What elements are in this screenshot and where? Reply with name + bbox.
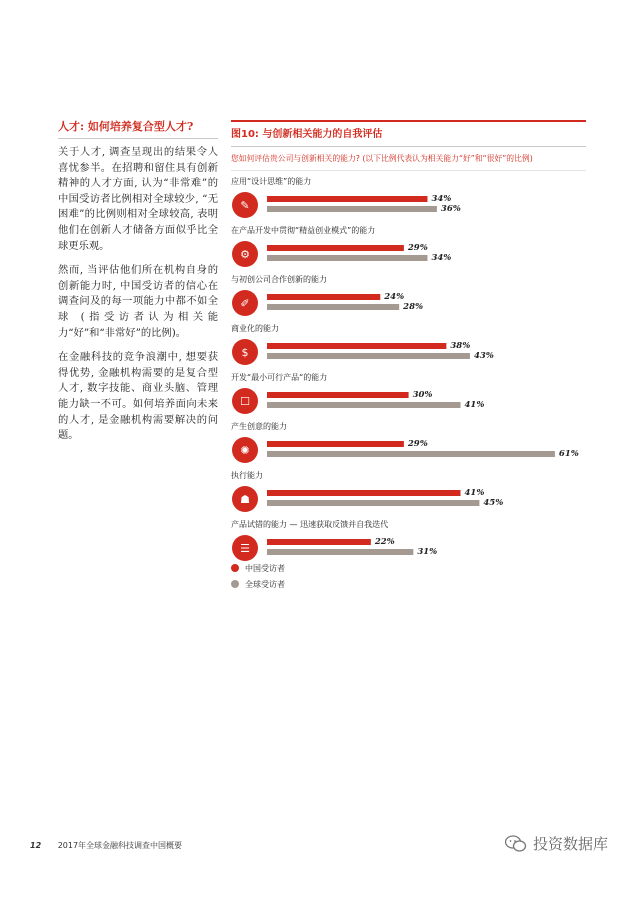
- bar-china: [267, 539, 371, 545]
- value-label-china: 29%: [407, 243, 428, 253]
- value-label-china: 34%: [431, 194, 452, 204]
- category-label: 在产品开发中贯彻“精益创业模式”的能力: [231, 226, 376, 235]
- design-thinking-icon-glyph: ✎: [240, 199, 250, 212]
- category-label: 应用“设计思维”的能力: [231, 177, 312, 186]
- legend-item-china: [231, 560, 285, 576]
- bar-global: [267, 353, 470, 359]
- bar-china: [267, 441, 404, 447]
- page-number: 12: [30, 841, 42, 850]
- bar-global: [267, 451, 555, 457]
- chart-legend: [231, 560, 285, 592]
- category-label: 产品试错的能力 — 迅速获取反馈并自我迭代: [231, 520, 389, 529]
- value-label-china: 30%: [412, 390, 433, 400]
- bar-global: [267, 304, 399, 310]
- article-paragraph-3: 在金融科技的竞争浪潮中, 想要获得优势, 金融机构需要的是复合型人才, 数字技能、商业头脑、管理能力缺一不可。如何培养面向未来的人才, 是金融机构需要解决的问题。: [58, 351, 218, 442]
- execution-icon-glyph: ☗: [240, 493, 250, 506]
- value-label-global: 61%: [558, 449, 579, 459]
- category-label: 产生创意的能力: [231, 422, 287, 431]
- category-label: 开发“最小可行产品“的能力: [231, 373, 328, 382]
- bar-global: [267, 500, 479, 506]
- figure-title: 图10: 与创新相关能力的自我评估: [231, 122, 586, 147]
- category-label: 执行能力: [231, 471, 263, 480]
- value-label-global: 43%: [473, 351, 494, 361]
- value-label-china: 29%: [407, 439, 428, 449]
- bar-china: [267, 343, 446, 349]
- page-footer: [30, 840, 182, 851]
- value-label-global: 45%: [483, 498, 504, 508]
- legend-swatch-china: [231, 564, 239, 572]
- bar-global: [267, 206, 437, 212]
- report-title: 2017年全球金融科技调查中国概要: [57, 841, 183, 850]
- figure-10: [231, 120, 586, 589]
- legend-swatch-global: [231, 580, 239, 588]
- mvp-icon-glyph: ☐: [240, 395, 250, 408]
- article-heading: 人才: 如何培养复合型人才?: [58, 119, 218, 139]
- bar-global: [267, 255, 427, 261]
- article-column: [58, 119, 218, 453]
- category-label: 与初创公司合作创新的能力: [231, 275, 327, 284]
- legend-item-global: [231, 576, 285, 592]
- partnership-icon-glyph: ✐: [240, 297, 250, 310]
- bar-global: [267, 549, 413, 555]
- value-label-china: 22%: [374, 537, 395, 547]
- bar-china: [267, 245, 404, 251]
- value-label-global: 28%: [403, 302, 424, 312]
- article-paragraph-1: 关于人才, 调查呈现出的结果令人喜忧参半。在招聘和留住具有创新精神的人才方面, 认为“非常难”的中国受访者比例相对全球较少, “无困难”的比例则相对全球较高, 表明他们在创新人才储备方面似乎比全球更乐观。: [58, 146, 218, 252]
- watermark-text: 投资数据库: [532, 835, 608, 853]
- value-label-china: 24%: [384, 292, 405, 302]
- legend-label-china: 中国受访者: [245, 563, 285, 573]
- bar-china: [267, 294, 380, 300]
- category-label: 商业化的能力: [231, 324, 279, 333]
- value-label-global: 34%: [431, 253, 452, 263]
- value-label-global: 31%: [417, 547, 438, 557]
- testing-icon-glyph: ☰: [240, 542, 250, 555]
- bar-china: [267, 490, 461, 496]
- article-paragraph-2: 然而, 当评估他们所在机构自身的创新能力时, 中国受访者的信心在调查问及的每一项能力中都不如全球 (指受访者认为相关能力“好”和“非常好”的比例)。: [58, 264, 218, 339]
- lean-startup-icon-glyph: ⚙: [240, 248, 250, 261]
- value-label-china: 41%: [464, 488, 485, 498]
- bar-china: [267, 392, 409, 398]
- bar-global: [267, 402, 461, 408]
- value-label-global: 41%: [464, 400, 485, 410]
- figure-subtitle: 您如何评估贵公司与创新相关的能力? (以下比例代表认为相关能力“好”和“很好”的比例): [231, 147, 586, 171]
- value-label-china: 38%: [450, 341, 471, 351]
- commercialization-icon-glyph: $: [241, 346, 249, 359]
- wechat-icon: [505, 835, 527, 853]
- value-label-global: 36%: [440, 204, 461, 214]
- capability-bar-chart: [231, 177, 586, 582]
- ideation-icon-glyph: ✺: [240, 444, 250, 457]
- bar-china: [267, 196, 427, 202]
- legend-label-global: 全球受访者: [245, 579, 285, 589]
- watermark: [505, 833, 608, 854]
